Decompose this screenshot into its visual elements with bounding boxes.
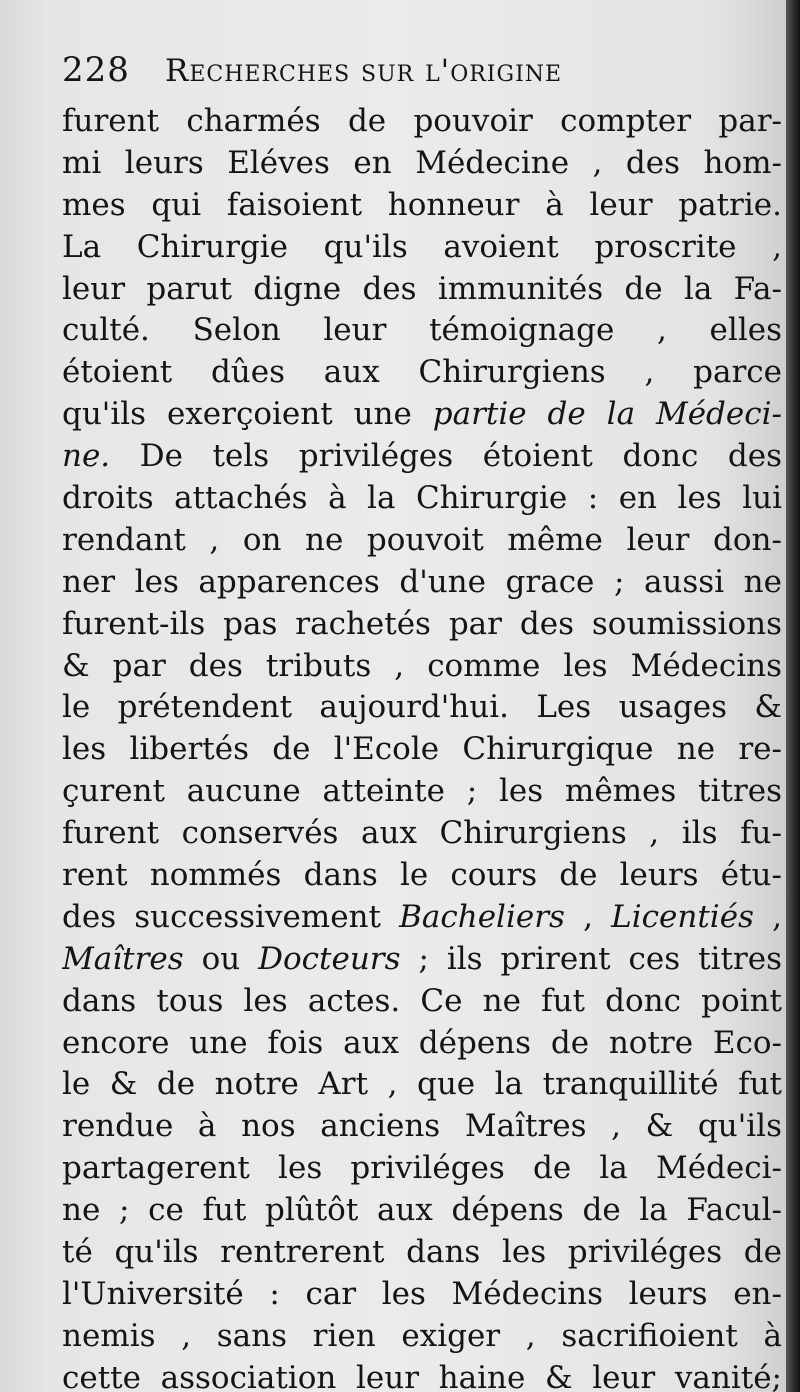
text-segment: encore une fois aux dépens de notre Eco-: [62, 1024, 782, 1061]
text-line: [62, 855, 782, 897]
text-line: [62, 478, 782, 520]
text-line: [62, 352, 782, 394]
text-line: [62, 1106, 782, 1148]
text-segment: té qu'ils rentrerent dans les priviléges de: [62, 1234, 782, 1271]
text-line: [62, 981, 782, 1023]
text-line: [62, 897, 782, 939]
text-line: [62, 101, 782, 143]
italic-text: ne.: [62, 438, 111, 475]
text-segment: rendant , on ne pouvoit même leur don-: [62, 521, 782, 558]
page-number: 228: [62, 50, 130, 90]
text-line: [62, 227, 782, 269]
text-line: [62, 1316, 782, 1358]
text-segment: qu'ils exerçoient une: [62, 396, 433, 433]
text-line: [62, 269, 782, 311]
text-line: [62, 1358, 782, 1392]
text-segment: le prétendent aujourd'hui. Les usages &: [62, 689, 782, 726]
text-segment: furent charmés de pouvoir compter par-: [62, 103, 782, 139]
page-edge-shadow: [786, 0, 800, 1392]
text-line: [62, 520, 782, 562]
text-line: [62, 562, 782, 604]
text-segment: ne ; ce fut plûtôt aux dépens de la Facul-: [62, 1192, 782, 1229]
text-line: [62, 1148, 782, 1190]
text-segment: leur parut digne des immunités de la Fa-: [62, 270, 782, 307]
text-line: [62, 687, 782, 729]
text-segment: mes qui faisoient honneur à leur patrie.: [62, 186, 782, 223]
text-line: [62, 394, 782, 436]
text-segment: rendue à nos anciens Maîtres , & qu'ils: [62, 1108, 782, 1145]
page-header: [62, 50, 762, 100]
text-line: [62, 939, 782, 981]
text-segment: dans tous les actes. Ce ne fut donc point: [62, 982, 782, 1019]
text-segment: mi leurs Eléves en Médecine , des hom-: [62, 144, 782, 181]
text-segment: ; ils prirent ces titres: [400, 940, 782, 977]
text-segment: furent conservés aux Chirurgiens , ils fu-: [62, 815, 782, 852]
text-line: [62, 1274, 782, 1316]
text-segment: ,: [564, 898, 612, 935]
text-line: [62, 1190, 782, 1232]
text-segment: droits attachés à la Chirurgie : en les lui: [62, 480, 782, 517]
italic-text: Bacheliers: [399, 898, 565, 935]
italic-text: Licentiés: [611, 898, 754, 935]
text-segment: ner les apparences d'une grace ; aussi ne: [62, 563, 782, 600]
text-segment: l'Université : car les Médecins leurs en-: [62, 1275, 782, 1312]
text-line: [62, 143, 782, 185]
text-segment: ,: [753, 898, 782, 935]
text-line: [62, 771, 782, 813]
text-segment: les libertés de l'Ecole Chirurgique ne re-: [62, 731, 782, 768]
text-line: [62, 1064, 782, 1106]
text-line: [62, 1023, 782, 1065]
text-line: [62, 1232, 782, 1274]
text-line: [62, 646, 782, 688]
text-line: [62, 729, 782, 771]
text-line: [62, 604, 782, 646]
text-segment: le & de notre Art , que la tranquillité fut: [62, 1066, 782, 1103]
text-segment: ou: [183, 940, 259, 977]
text-segment: cette association leur haine & leur vanité;: [62, 1359, 782, 1392]
text-segment: partagerent les priviléges de la Médeci-: [62, 1150, 782, 1187]
italic-text: Maîtres: [62, 940, 184, 977]
text-segment: étoient dûes aux Chirurgiens , parce: [62, 354, 782, 391]
text-segment: rent nommés dans le cours de leurs étu-: [62, 857, 782, 894]
text-line: [62, 185, 782, 227]
text-line: [62, 310, 782, 352]
text-segment: des successivement: [62, 898, 400, 935]
text-segment: De tels priviléges étoient donc des: [110, 438, 782, 475]
text-segment: nemis , sans rien exiger , sacrifioient à: [62, 1317, 782, 1354]
italic-text: partie de la Médeci-: [432, 396, 782, 433]
text-line: [62, 436, 782, 478]
text-segment: culté. Selon leur témoignage , elles: [62, 312, 782, 349]
running-title: Recherches sur l'origine: [165, 53, 563, 89]
italic-text: Docteurs: [258, 940, 401, 977]
body-text: [62, 101, 782, 1392]
text-segment: La Chirurgie qu'ils avoient proscrite ,: [62, 228, 782, 265]
text-segment: & par des tributs , comme les Médecins: [62, 647, 782, 684]
text-segment: furent-ils pas rachetés par des soumissions: [62, 605, 782, 642]
text-segment: çurent aucune atteinte ; les mêmes titres: [62, 773, 782, 810]
text-line: [62, 813, 782, 855]
